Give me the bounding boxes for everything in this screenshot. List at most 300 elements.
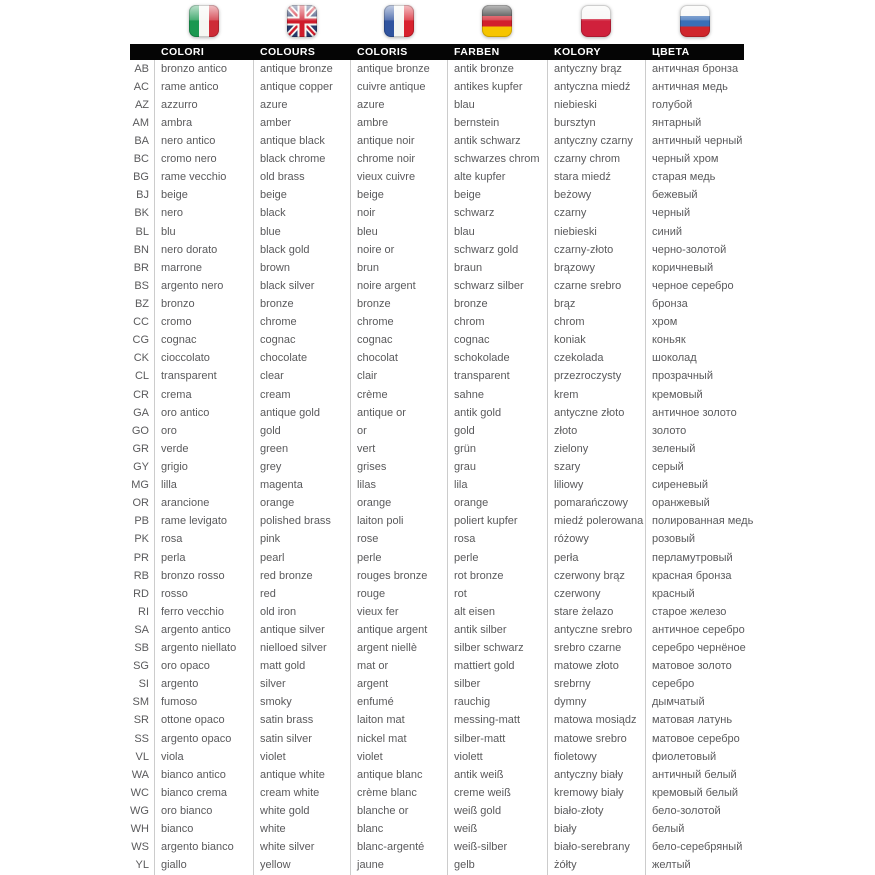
color-name-fr: violet <box>350 748 447 766</box>
color-name-fr: noire argent <box>350 277 447 295</box>
column-header-farben: FARBEN <box>454 46 500 58</box>
row-code: VL <box>135 750 149 763</box>
color-name-de: perle <box>447 549 547 567</box>
color-name-en: yellow <box>253 857 350 875</box>
color-name-ru: желтый <box>645 857 744 875</box>
color-name-en: black chrome <box>253 151 350 169</box>
color-name-it: bronzo rosso <box>154 567 253 585</box>
color-name-ru: фиолетовый <box>645 748 744 766</box>
color-name-pl: chrom <box>547 314 645 332</box>
color-name-pl: czerwony <box>547 585 645 603</box>
color-name-pl: fioletowy <box>547 748 645 766</box>
row-code: BC <box>133 153 149 166</box>
color-name-en: bronze <box>253 295 350 313</box>
color-name-it: cromo nero <box>154 151 253 169</box>
color-name-ru: полированная медь <box>645 513 744 531</box>
color-name-pl: niebieski <box>547 223 645 241</box>
color-name-pl: różowy <box>547 531 645 549</box>
flag-uk-icon <box>253 5 350 41</box>
color-name-fr: antique argent <box>350 621 447 639</box>
color-name-pl: szary <box>547 458 645 476</box>
color-name-ru: античное серебро <box>645 621 744 639</box>
color-name-de: antik bronze <box>447 60 547 78</box>
color-name-it: argento antico <box>154 621 253 639</box>
color-name-it: cromo <box>154 314 253 332</box>
color-name-it: oro <box>154 422 253 440</box>
color-name-fr: vieux fer <box>350 603 447 621</box>
color-name-ru: красная бронза <box>645 567 744 585</box>
color-name-ru: золото <box>645 422 744 440</box>
color-name-en: black <box>253 205 350 223</box>
color-name-de: chrom <box>447 314 547 332</box>
color-name-it: crema <box>154 386 253 404</box>
color-name-ru: кремовый <box>645 386 744 404</box>
color-name-it: grigio <box>154 458 253 476</box>
row-code: BS <box>134 279 149 292</box>
color-name-fr: bronze <box>350 295 447 313</box>
color-name-pl: liliowy <box>547 477 645 495</box>
column-header-cveta: ЦВЕТА <box>652 46 690 58</box>
color-name-de: weiß-silber <box>447 839 547 857</box>
color-name-de: messing-matt <box>447 712 547 730</box>
color-name-ru: хром <box>645 314 744 332</box>
color-name-pl: antyczne srebro <box>547 621 645 639</box>
row-code: WA <box>131 768 149 781</box>
color-name-pl: miedź polerowana <box>547 513 645 531</box>
row-code: BK <box>134 207 149 220</box>
color-name-pl: matowa mosiądz <box>547 712 645 730</box>
color-name-pl: biało-serebrany <box>547 839 645 857</box>
color-name-de: creme weiß <box>447 784 547 802</box>
color-name-en: antique bronze <box>253 60 350 78</box>
color-name-it: blu <box>154 223 253 241</box>
color-name-en: clear <box>253 368 350 386</box>
row-code: AM <box>132 116 149 129</box>
color-name-pl: zielony <box>547 440 645 458</box>
color-name-fr: rouge <box>350 585 447 603</box>
color-name-de: grau <box>447 458 547 476</box>
row-code: AB <box>134 62 149 75</box>
color-name-en: old brass <box>253 169 350 187</box>
color-name-en: antique white <box>253 766 350 784</box>
color-name-de: alte kupfer <box>447 169 547 187</box>
color-name-ru: дымчатый <box>645 694 744 712</box>
color-name-ru: античный черный <box>645 132 744 150</box>
color-name-it: nero dorato <box>154 241 253 259</box>
color-name-pl: brąz <box>547 295 645 313</box>
color-name-pl: brązowy <box>547 259 645 277</box>
color-name-pl: antyczna miedź <box>547 78 645 96</box>
color-name-pl: przezroczysty <box>547 368 645 386</box>
color-name-en: polished brass <box>253 513 350 531</box>
color-name-en: cream white <box>253 784 350 802</box>
row-code: AZ <box>134 98 149 111</box>
color-name-it: ottone opaco <box>154 712 253 730</box>
color-name-pl: czerwony brąz <box>547 567 645 585</box>
color-name-pl: żółty <box>547 857 645 875</box>
color-name-it: verde <box>154 440 253 458</box>
color-name-de: bronze <box>447 295 547 313</box>
row-code: GA <box>133 406 149 419</box>
color-name-it: viola <box>154 748 253 766</box>
color-name-de: weiß gold <box>447 802 547 820</box>
row-code: GR <box>132 442 149 455</box>
row-code: BN <box>133 243 149 256</box>
color-name-it: oro bianco <box>154 802 253 820</box>
column-header-kolory: KOLORY <box>554 46 601 58</box>
color-name-fr: mat or <box>350 658 447 676</box>
row-code: BZ <box>134 297 149 310</box>
color-name-it: bianco crema <box>154 784 253 802</box>
color-name-en: nielloed silver <box>253 640 350 658</box>
color-name-ru: янтарный <box>645 114 744 132</box>
color-name-pl: biało-złoty <box>547 802 645 820</box>
color-name-ru: матовая латунь <box>645 712 744 730</box>
color-name-de: antikes kupfer <box>447 78 547 96</box>
color-name-en: red bronze <box>253 567 350 585</box>
color-name-fr: crème <box>350 386 447 404</box>
color-name-ru: старое железо <box>645 603 744 621</box>
color-name-fr: laiton poli <box>350 513 447 531</box>
color-name-de: lila <box>447 477 547 495</box>
color-name-de: antik gold <box>447 404 547 422</box>
color-name-de: gold <box>447 422 547 440</box>
flag-germany-icon <box>447 5 547 41</box>
color-name-de: silber schwarz <box>447 640 547 658</box>
flag-russia-icon <box>645 5 744 41</box>
row-code: BL <box>135 225 149 238</box>
color-name-fr: antique or <box>350 404 447 422</box>
color-name-de: rauchig <box>447 694 547 712</box>
color-name-fr: blanc <box>350 821 447 839</box>
color-name-de: violett <box>447 748 547 766</box>
color-name-de: blau <box>447 223 547 241</box>
color-name-ru: античный белый <box>645 766 744 784</box>
row-code: GY <box>133 460 149 473</box>
color-name-en: amber <box>253 114 350 132</box>
color-name-it: rosa <box>154 531 253 549</box>
color-name-fr: antique blanc <box>350 766 447 784</box>
color-name-de: grün <box>447 440 547 458</box>
color-name-de: antik silber <box>447 621 547 639</box>
color-name-fr: antique bronze <box>350 60 447 78</box>
color-name-it: giallo <box>154 857 253 875</box>
color-name-en: pearl <box>253 549 350 567</box>
color-name-pl: czarny <box>547 205 645 223</box>
color-name-en: white gold <box>253 802 350 820</box>
color-table-body <box>130 60 754 875</box>
column-header-coloris: COLORIS <box>357 46 408 58</box>
color-name-en: azure <box>253 96 350 114</box>
flag-poland-icon <box>547 5 645 41</box>
header-code-spacer <box>130 44 154 60</box>
color-name-it: rosso <box>154 585 253 603</box>
color-name-en: black silver <box>253 277 350 295</box>
color-name-it: bronzo <box>154 295 253 313</box>
color-name-de: weiß <box>447 821 547 839</box>
table-header <box>130 44 744 60</box>
color-name-pl: kremowy biały <box>547 784 645 802</box>
flags-row <box>130 5 744 41</box>
color-name-fr: rouges bronze <box>350 567 447 585</box>
column-header-colours: COLOURS <box>260 46 316 58</box>
color-name-fr: clair <box>350 368 447 386</box>
color-name-it: rame antico <box>154 78 253 96</box>
color-name-en: satin brass <box>253 712 350 730</box>
color-name-en: pink <box>253 531 350 549</box>
color-name-en: antique copper <box>253 78 350 96</box>
row-code: WG <box>130 805 149 818</box>
color-name-ru: серый <box>645 458 744 476</box>
color-name-ru: бронза <box>645 295 744 313</box>
color-name-fr: jaune <box>350 857 447 875</box>
color-name-de: bernstein <box>447 114 547 132</box>
color-name-pl: dymny <box>547 694 645 712</box>
color-name-ru: черный хром <box>645 151 744 169</box>
color-name-en: satin silver <box>253 730 350 748</box>
color-name-en: white <box>253 821 350 839</box>
color-name-en: cognac <box>253 332 350 350</box>
color-name-de: orange <box>447 495 547 513</box>
row-code: CR <box>133 388 149 401</box>
color-name-de: braun <box>447 259 547 277</box>
color-name-it: lilla <box>154 477 253 495</box>
color-name-fr: chocolat <box>350 350 447 368</box>
color-name-en: white silver <box>253 839 350 857</box>
color-name-ru: античное золото <box>645 404 744 422</box>
color-name-ru: античная бронза <box>645 60 744 78</box>
row-code: RD <box>133 587 149 600</box>
color-name-pl: bursztyn <box>547 114 645 132</box>
color-name-de: cognac <box>447 332 547 350</box>
row-code: YL <box>135 859 149 872</box>
color-name-fr: lilas <box>350 477 447 495</box>
color-name-de: antik weiß <box>447 766 547 784</box>
color-name-de: silber <box>447 676 547 694</box>
color-name-ru: красный <box>645 585 744 603</box>
color-name-fr: or <box>350 422 447 440</box>
color-name-fr: nickel mat <box>350 730 447 748</box>
color-name-pl: stare żelazo <box>547 603 645 621</box>
row-code: SB <box>134 642 149 655</box>
color-name-ru: черный <box>645 205 744 223</box>
color-name-de: rosa <box>447 531 547 549</box>
row-code: PB <box>134 515 149 528</box>
color-name-ru: серебро <box>645 676 744 694</box>
color-name-it: azzurro <box>154 96 253 114</box>
color-name-it: marrone <box>154 259 253 277</box>
color-name-ru: розовый <box>645 531 744 549</box>
row-code: AC <box>133 80 149 93</box>
color-name-en: black gold <box>253 241 350 259</box>
row-code: BJ <box>136 189 149 202</box>
color-name-ru: оранжевый <box>645 495 744 513</box>
color-name-en: antique black <box>253 132 350 150</box>
color-name-en: beige <box>253 187 350 205</box>
color-name-pl: czarne srebro <box>547 277 645 295</box>
color-name-pl: czarny chrom <box>547 151 645 169</box>
color-name-ru: перламутровый <box>645 549 744 567</box>
color-name-de: schwarz <box>447 205 547 223</box>
color-name-de: schokolade <box>447 350 547 368</box>
color-name-pl: beżowy <box>547 187 645 205</box>
color-name-de: alt eisen <box>447 603 547 621</box>
color-name-ru: шоколад <box>645 350 744 368</box>
color-name-de: rot <box>447 585 547 603</box>
color-name-ru: серебро чернёное <box>645 640 744 658</box>
color-name-en: chrome <box>253 314 350 332</box>
color-name-it: transparent <box>154 368 253 386</box>
row-code: BA <box>134 134 149 147</box>
color-name-en: chocolate <box>253 350 350 368</box>
row-code: CC <box>133 316 149 329</box>
color-name-it: nero <box>154 205 253 223</box>
color-name-en: gold <box>253 422 350 440</box>
color-name-pl: koniak <box>547 332 645 350</box>
color-name-it: bronzo antico <box>154 60 253 78</box>
row-code: SM <box>132 696 149 709</box>
color-name-it: fumoso <box>154 694 253 712</box>
color-name-en: red <box>253 585 350 603</box>
row-code: GO <box>131 424 149 437</box>
color-name-ru: коричневый <box>645 259 744 277</box>
color-name-fr: ambre <box>350 114 447 132</box>
flag-france-icon <box>350 5 447 41</box>
row-code: OR <box>132 497 149 510</box>
color-name-pl: antyczne złoto <box>547 404 645 422</box>
row-code: CK <box>133 352 149 365</box>
color-name-fr: azure <box>350 96 447 114</box>
color-name-fr: noire or <box>350 241 447 259</box>
color-name-ru: прозрачный <box>645 368 744 386</box>
color-name-en: magenta <box>253 477 350 495</box>
color-name-de: schwarz silber <box>447 277 547 295</box>
color-name-it: nero antico <box>154 132 253 150</box>
color-name-en: antique silver <box>253 621 350 639</box>
color-name-it: bianco antico <box>154 766 253 784</box>
color-name-de: schwarz gold <box>447 241 547 259</box>
color-name-de: transparent <box>447 368 547 386</box>
color-name-it: rame levigato <box>154 513 253 531</box>
color-name-it: rame vecchio <box>154 169 253 187</box>
color-name-fr: blanc-argenté <box>350 839 447 857</box>
color-name-fr: chrome noir <box>350 151 447 169</box>
color-name-ru: белый <box>645 821 744 839</box>
color-name-de: antik schwarz <box>447 132 547 150</box>
color-name-de: gelb <box>447 857 547 875</box>
color-name-pl: srebro czarne <box>547 640 645 658</box>
color-name-ru: коньяк <box>645 332 744 350</box>
color-name-it: argento bianco <box>154 839 253 857</box>
color-name-de: rot bronze <box>447 567 547 585</box>
color-name-pl: perła <box>547 549 645 567</box>
color-name-pl: matowe złoto <box>547 658 645 676</box>
color-name-en: blue <box>253 223 350 241</box>
color-name-en: violet <box>253 748 350 766</box>
row-code: CG <box>132 334 149 347</box>
color-name-pl: antyczny brąz <box>547 60 645 78</box>
row-code: MG <box>131 479 149 492</box>
row-code: SR <box>133 714 149 727</box>
color-name-ru: бело-серебряный <box>645 839 744 857</box>
row-code: WH <box>130 823 149 836</box>
color-name-en: smoky <box>253 694 350 712</box>
color-name-fr: vert <box>350 440 447 458</box>
row-code: SS <box>134 732 149 745</box>
flag-italy-icon <box>154 5 253 41</box>
color-name-de: schwarzes chrom <box>447 151 547 169</box>
color-name-ru: сиреневый <box>645 477 744 495</box>
color-name-pl: stara miedź <box>547 169 645 187</box>
row-code: PR <box>133 551 149 564</box>
color-name-fr: antique noir <box>350 132 447 150</box>
color-name-de: blau <box>447 96 547 114</box>
color-name-fr: brun <box>350 259 447 277</box>
color-name-pl: biały <box>547 821 645 839</box>
color-name-pl: złoto <box>547 422 645 440</box>
color-name-pl: czekolada <box>547 350 645 368</box>
color-name-it: argento nero <box>154 277 253 295</box>
color-name-fr: crème blanc <box>350 784 447 802</box>
color-name-it: oro opaco <box>154 658 253 676</box>
color-name-pl: srebrny <box>547 676 645 694</box>
row-code: SG <box>133 660 149 673</box>
color-name-ru: матовое золото <box>645 658 744 676</box>
color-name-it: argento opaco <box>154 730 253 748</box>
color-name-ru: черно-золотой <box>645 241 744 259</box>
color-name-en: orange <box>253 495 350 513</box>
color-name-fr: chrome <box>350 314 447 332</box>
color-name-it: bianco <box>154 821 253 839</box>
color-name-fr: laiton mat <box>350 712 447 730</box>
color-name-it: ambra <box>154 114 253 132</box>
color-name-pl: krem <box>547 386 645 404</box>
color-name-fr: enfumé <box>350 694 447 712</box>
color-name-ru: зеленый <box>645 440 744 458</box>
color-name-fr: argent niellè <box>350 640 447 658</box>
color-name-fr: rose <box>350 531 447 549</box>
row-code: RB <box>133 569 149 582</box>
color-name-de: poliert kupfer <box>447 513 547 531</box>
color-name-it: perla <box>154 549 253 567</box>
color-name-it: cioccolato <box>154 350 253 368</box>
color-name-ru: кремовый белый <box>645 784 744 802</box>
color-name-ru: бело-золотой <box>645 802 744 820</box>
color-name-fr: cuivre antique <box>350 78 447 96</box>
color-name-de: silber-matt <box>447 730 547 748</box>
row-code: CL <box>134 370 149 383</box>
color-name-pl: matowe srebro <box>547 730 645 748</box>
color-name-it: argento <box>154 676 253 694</box>
color-name-en: old iron <box>253 603 350 621</box>
color-name-fr: blanche or <box>350 802 447 820</box>
color-name-it: arancione <box>154 495 253 513</box>
color-name-fr: perle <box>350 549 447 567</box>
color-name-de: sahne <box>447 386 547 404</box>
color-name-fr: beige <box>350 187 447 205</box>
color-name-de: beige <box>447 187 547 205</box>
row-code: BR <box>133 261 149 274</box>
color-name-pl: antyczny czarny <box>547 132 645 150</box>
color-name-fr: bleu <box>350 223 447 241</box>
color-name-it: oro antico <box>154 404 253 422</box>
color-name-fr: cognac <box>350 332 447 350</box>
color-name-en: silver <box>253 676 350 694</box>
color-name-en: antique gold <box>253 404 350 422</box>
flags-row-spacer <box>130 5 154 41</box>
row-code: BG <box>133 171 149 184</box>
color-name-fr: noir <box>350 205 447 223</box>
